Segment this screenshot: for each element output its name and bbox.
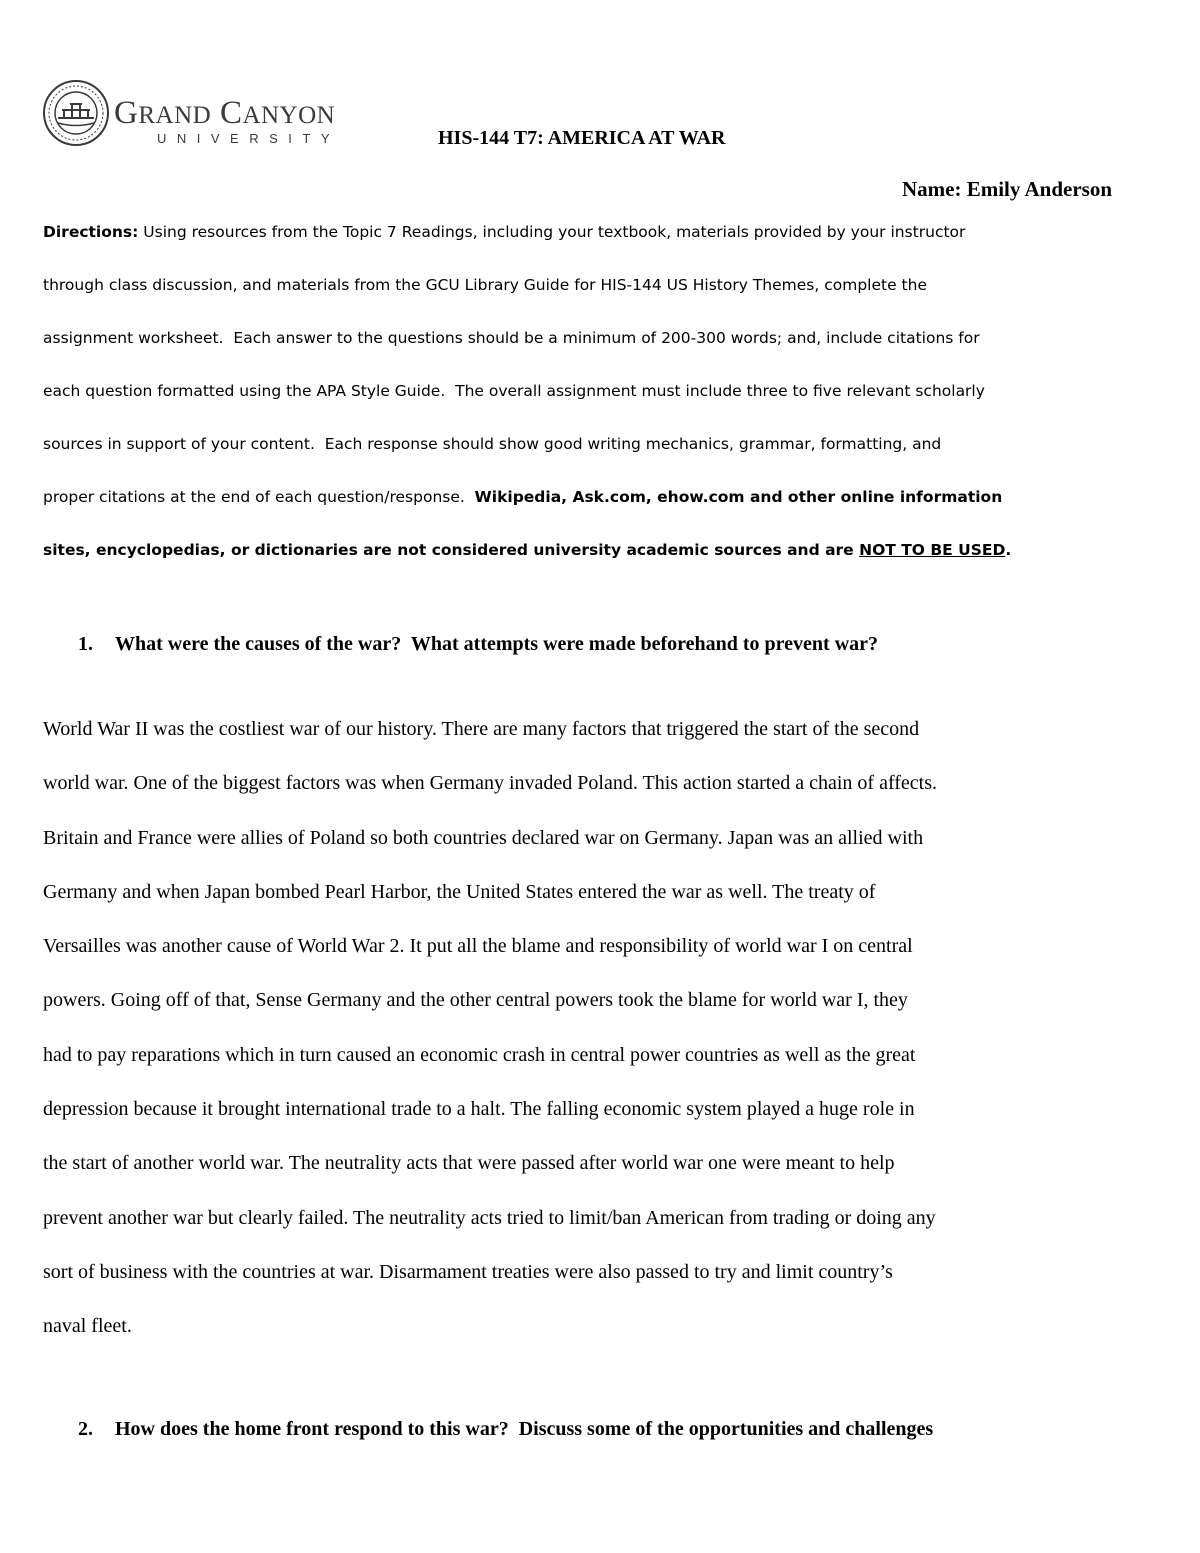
directions-paragraph: [43, 206, 1123, 577]
answer-line: World War II was the costliest war of our history. There are many factors that triggered the start of the second: [43, 718, 920, 740]
answer-line: sort of business with the countries at war. Disarmament treaties were also passed to try and limit country’s: [43, 1260, 893, 1283]
question-text: What were the causes of the war? What attempts were made beforehand to prevent war?: [115, 633, 879, 655]
answer-line: Germany and when Japan bombed Pearl Harbor, the United States entered the war as well. The treaty of: [43, 880, 876, 903]
answer-line: prevent another war but clearly failed. The neutrality acts tried to limit/ban American from trading or doing any: [43, 1206, 936, 1229]
answer-line: the start of another world war. The neutrality acts that were passed after world war one were meant to help: [43, 1152, 895, 1175]
answer-line: depression because it brought international trade to a halt. The falling economic system played a huge role in: [43, 1098, 915, 1121]
directions-warning: Wikipedia, Ask.com, ehow.com and other online information: [474, 488, 1003, 506]
directions-line: assignment worksheet. Each answer to the questions should be a minimum of 200-300 words; and, include citations for: [43, 329, 980, 347]
answer-line: world war. One of the biggest factors was when Germany invaded Poland. This action started a chain of affects.: [43, 772, 937, 795]
directions-line: sites, encyclopedias, or dictionaries are not considered university academic sources and are NOT TO BE USED.: [43, 541, 1012, 559]
answer-line: powers. Going off of that, Sense Germany and the other central powers took the blame for world war I, they: [43, 989, 908, 1012]
question-number: 2.: [78, 1418, 93, 1440]
answer-line: naval fleet.: [43, 1315, 132, 1338]
university-seal-icon: [42, 76, 110, 154]
student-name: Name: Emily Anderson: [902, 177, 1112, 201]
question-1: [78, 633, 878, 656]
not-to-be-used: NOT TO BE USED: [859, 541, 1006, 559]
directions-line: proper citations at the end of each question/response. Wikipedia, Ask.com, ehow.com and other online information: [43, 488, 1003, 506]
question-2: [78, 1418, 933, 1441]
directions-label: Directions:: [43, 223, 139, 241]
document-title: HIS-144 T7: AMERICA AT WAR: [438, 127, 726, 149]
logo-name: GRAND CANYON: [114, 95, 336, 131]
logo-subtitle: UNIVERSITY: [157, 131, 341, 146]
answer-line: had to pay reparations which in turn caused an economic crash in central power countries as well as the great: [43, 1043, 916, 1066]
directions-line: each question formatted using the APA Style Guide. The overall assignment must include three to five relevant scholarly: [43, 382, 985, 400]
answer-1: [43, 702, 1133, 1354]
answer-line: Britain and France were allies of Poland so both countries declared war on Germany. Japan was an allied with: [43, 826, 924, 849]
question-number: 1.: [78, 633, 93, 655]
question-text: How does the home front respond to this war? Discuss some of the opportunities and challenges: [115, 1418, 934, 1440]
university-logo: [42, 76, 352, 154]
directions-line: Directions: Using resources from the Topic 7 Readings, including your textbook, materials provided by your instructor: [43, 223, 966, 241]
directions-line: through class discussion, and materials from the GCU Library Guide for HIS-144 US History Themes, complete the: [43, 276, 927, 294]
answer-line: Versailles was another cause of World War 2. It put all the blame and responsibility of world war I on central: [43, 935, 913, 958]
directions-line: sources in support of your content. Each response should show good writing mechanics, grammar, formatting, and: [43, 435, 942, 453]
